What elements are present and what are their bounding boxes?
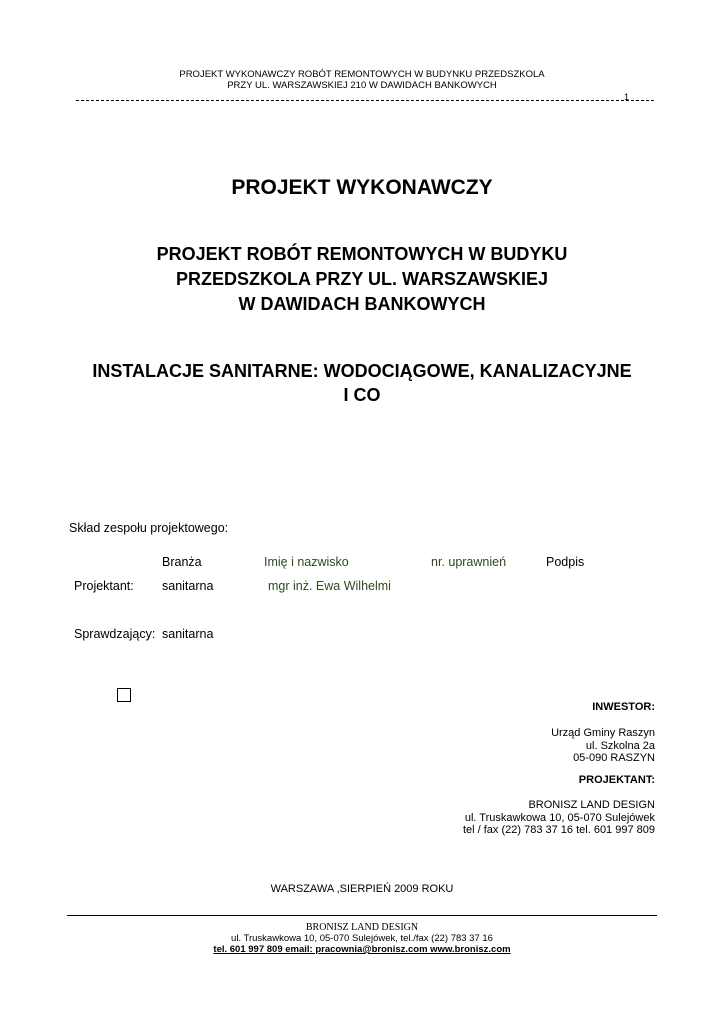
header-divider (76, 100, 654, 101)
project-subtitle-line-1: PROJEKT ROBÓT REMONTOWYCH W BUDYKU (156, 244, 568, 264)
footer-contact[interactable]: tel. 601 997 809 email: pracownia@bronisz.com www.bronisz.com (213, 944, 511, 955)
page-number: 1 (624, 92, 630, 102)
installation-title (0, 359, 724, 407)
role-designer: Projektant: (74, 579, 134, 593)
date-line: WARSZAWA ,SIERPIEŃ 2009 ROKU (270, 883, 454, 895)
column-license: nr. uprawnień (431, 555, 507, 569)
designer-line-3: tel / fax (22) 783 37 16 tel. 601 997 809 (462, 824, 655, 836)
checker-branch: sanitarna (162, 627, 214, 641)
designer-branch: sanitarna (162, 579, 214, 593)
investor-line-1: Urząd Gminy Raszyn (551, 727, 655, 739)
role-checker: Sprawdzający: (74, 627, 156, 641)
column-signature: Podpis (546, 555, 585, 569)
header-line-2: PRZY UL. WARSZAWSKIEJ 210 W DAWIDACH BANKOWYCH (227, 80, 497, 91)
installation-title-line-1: INSTALACJE SANITARNE: WODOCIĄGOWE, KANALIZACYJNE (92, 361, 632, 381)
designer-name: mgr inż. Ewa Wilhelmi (268, 579, 391, 593)
investor-address (551, 727, 655, 765)
project-subtitle (0, 242, 724, 317)
designer-label: PROJEKTANT: (578, 774, 655, 786)
column-name: Imię i nazwisko (264, 555, 349, 569)
installation-title-line-2: I CO (343, 385, 381, 405)
designer-address (463, 799, 655, 837)
footer-address: ul. Truskawkowa 10, 05-070 Sulejówek, tel./fax (22) 783 37 16 (231, 933, 493, 944)
project-subtitle-line-3: W DAWIDACH BANKOWYCH (238, 294, 486, 314)
designer-line-2: ul. Truskawkowa 10, 05-070 Sulejówek (464, 811, 655, 824)
footer-divider (67, 915, 657, 916)
team-heading: Skład zespołu projektowego: (69, 521, 229, 535)
project-subtitle-line-2: PRZEDSZKOLA PRZY UL. WARSZAWSKIEJ (175, 269, 549, 289)
investor-line-3: 05-090 RASZYN (573, 752, 655, 764)
footer-company: BRONISZ LAND DESIGN (305, 922, 419, 933)
checkbox[interactable] (117, 688, 131, 702)
document-title: PROJEKT WYKONAWCZY (231, 176, 493, 199)
column-branch: Branża (162, 555, 202, 569)
investor-line-2: ul. Szkolna 2a (585, 739, 655, 752)
header-line-1: PROJEKT WYKONAWCZY ROBÓT REMONTOWYCH W BUDYNKU PRZEDSZKOLA (179, 69, 545, 80)
investor-label: INWESTOR: (592, 701, 655, 713)
designer-line-1: BRONISZ LAND DESIGN (528, 799, 655, 811)
